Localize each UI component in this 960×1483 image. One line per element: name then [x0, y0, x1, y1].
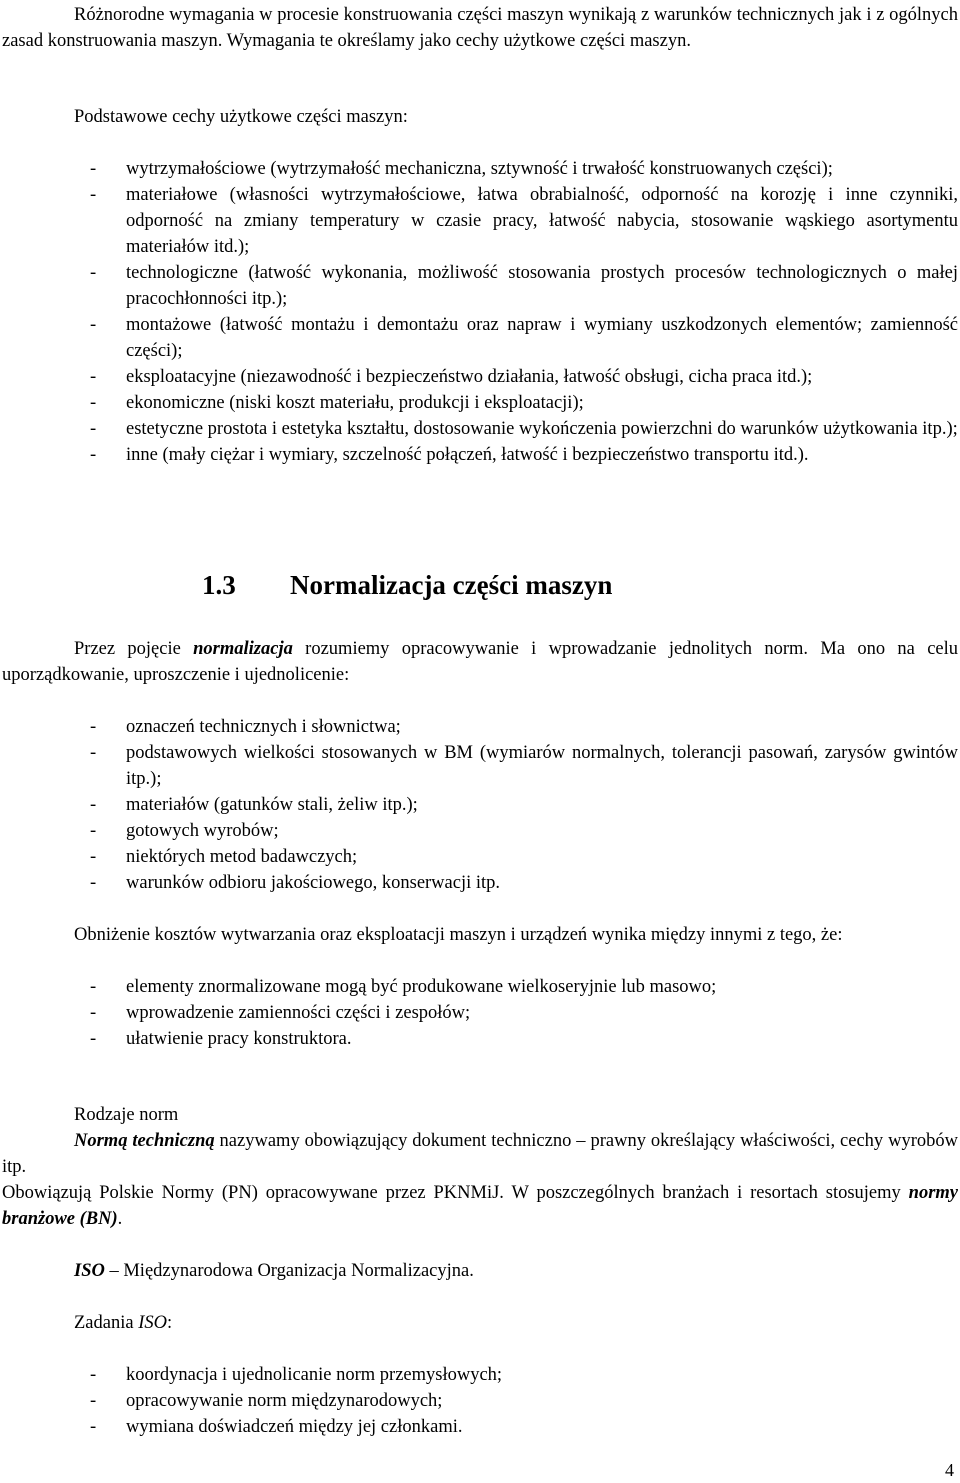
list-item: - niektórych metod badawczych;	[90, 847, 358, 867]
list-item: - oznaczeń technicznych i słownictwa;	[90, 717, 401, 737]
features-list	[2, 156, 958, 468]
features-section	[2, 104, 958, 468]
intro-paragraph-block	[2, 2, 958, 54]
list-item: - inne (mały ciężar i wymiary, szczelność połączeń, łatwość i bezpieczeństwo transportu itd.).	[90, 445, 809, 465]
list-item: - opracowywanie norm międzynarodowych;	[90, 1391, 443, 1411]
list-item: - materiałowe (własności wytrzymałościowe, łatwa obrabialność, odporność na korozję i inne czynniki, odporność na zmiany temperatury w czasie pracy, łatwość nabycia, stosowanie wąskiego asortymentu materiałów itd.);	[90, 185, 958, 257]
normalization-section	[2, 636, 958, 896]
normalization-list	[2, 714, 958, 896]
list-item: - koordynacja i ujednolicanie norm przemysłowych;	[90, 1365, 503, 1385]
iso-abbr: ISO	[74, 1261, 105, 1281]
list-item: - wytrzymałościowe (wytrzymałość mechaniczna, sztywność i trwałość konstruowanych części);	[90, 159, 833, 179]
list-item: - warunków odbioru jakościowego, konserwacji itp.	[90, 873, 501, 893]
features-heading: Podstawowe cechy użytkowe części maszyn:	[74, 107, 408, 127]
section-title: Normalizacja części maszyn	[290, 570, 613, 600]
polish-norms-paragraph: Obowiązują Polskie Normy (PN) opracowywane przez PKNMiJ. W poszczególnych branżach i resortach stosujemy normy branżowe (BN).	[2, 1183, 958, 1229]
list-item: - gotowych wyrobów;	[90, 821, 279, 841]
list-item: - elementy znormalizowane mogą być produkowane wielkoseryjnie lub masowo;	[90, 977, 717, 997]
normalization-term: normalizacja	[193, 639, 293, 659]
iso-tasks-heading: Zadania ISO:	[74, 1313, 173, 1333]
normalization-paragraph: Przez pojęcie normalizacja rozumiemy opracowywanie i wprowadzanie jednolitych norm. Ma ono na celu uporządkowanie, uproszczenie i ujednolicenie:	[2, 639, 959, 685]
technical-norm-definition: Normą techniczną nazywamy obowiązujący dokument techniczno – prawny określający właściwości, cechy wyrobów itp.	[2, 1131, 958, 1177]
iso-tasks-abbr: ISO	[138, 1313, 167, 1333]
list-item: - estetyczne prostota i estetyka kształtu, dostosowanie wykończenia powierzchni do warunków użytkowania itp.);	[90, 419, 958, 439]
list-item: - technologiczne (łatwość wykonania, możliwość stosowania prostych procesów technologicznych o małej pracochłonności itp.);	[90, 263, 958, 309]
norms-section	[2, 1102, 958, 1232]
list-item: - materiałów (gatunków stali, żeliw itp.);	[90, 795, 418, 815]
list-item: - wymiana doświadczeń między jej członkami.	[90, 1417, 463, 1437]
iso-section	[2, 1258, 958, 1440]
page-number: 4	[945, 1460, 954, 1480]
norms-heading: Rodzaje norm	[74, 1105, 179, 1125]
costs-list	[2, 974, 958, 1052]
list-item: - podstawowych wielkości stosowanych w BM (wymiarów normalnych, tolerancji pasowań, zarysów gwintów itp.);	[90, 743, 958, 789]
list-item: - wprowadzenie zamienności części i zespołów;	[90, 1003, 471, 1023]
intro-paragraph: Różnorodne wymagania w procesie konstruowania części maszyn wynikają z warunków technicznych jak i z ogólnych zasad konstruowania maszyn. Wymagania te określamy jako cechy użytkowe części maszyn.	[2, 5, 958, 51]
branch-norms-term: normy branżowe (BN)	[2, 1183, 958, 1229]
technical-norm-term: Normą techniczną	[74, 1131, 215, 1151]
list-item: - ułatwienie pracy konstruktora.	[90, 1029, 352, 1049]
section-number: 1.3	[202, 570, 236, 600]
list-item: - montażowe (łatwość montażu i demontażu oraz napraw i wymiany uszkodzonych elementów; zamienność części);	[90, 315, 958, 361]
list-item: - ekonomiczne (niski koszt materiału, produkcji i eksploatacji);	[90, 393, 584, 413]
costs-paragraph: Obniżenie kosztów wytwarzania oraz eksploatacji maszyn i urządzeń wynika między innymi z tego, że:	[74, 925, 843, 945]
iso-definition: ISO – Międzynarodowa Organizacja Normalizacyjna.	[74, 1261, 474, 1281]
list-item: - eksploatacyjne (niezawodność i bezpieczeństwo działania, łatwość obsługi, cicha praca itd.);	[90, 367, 813, 387]
section-heading	[202, 568, 612, 602]
costs-section	[2, 922, 958, 1052]
iso-tasks-list	[2, 1362, 958, 1440]
